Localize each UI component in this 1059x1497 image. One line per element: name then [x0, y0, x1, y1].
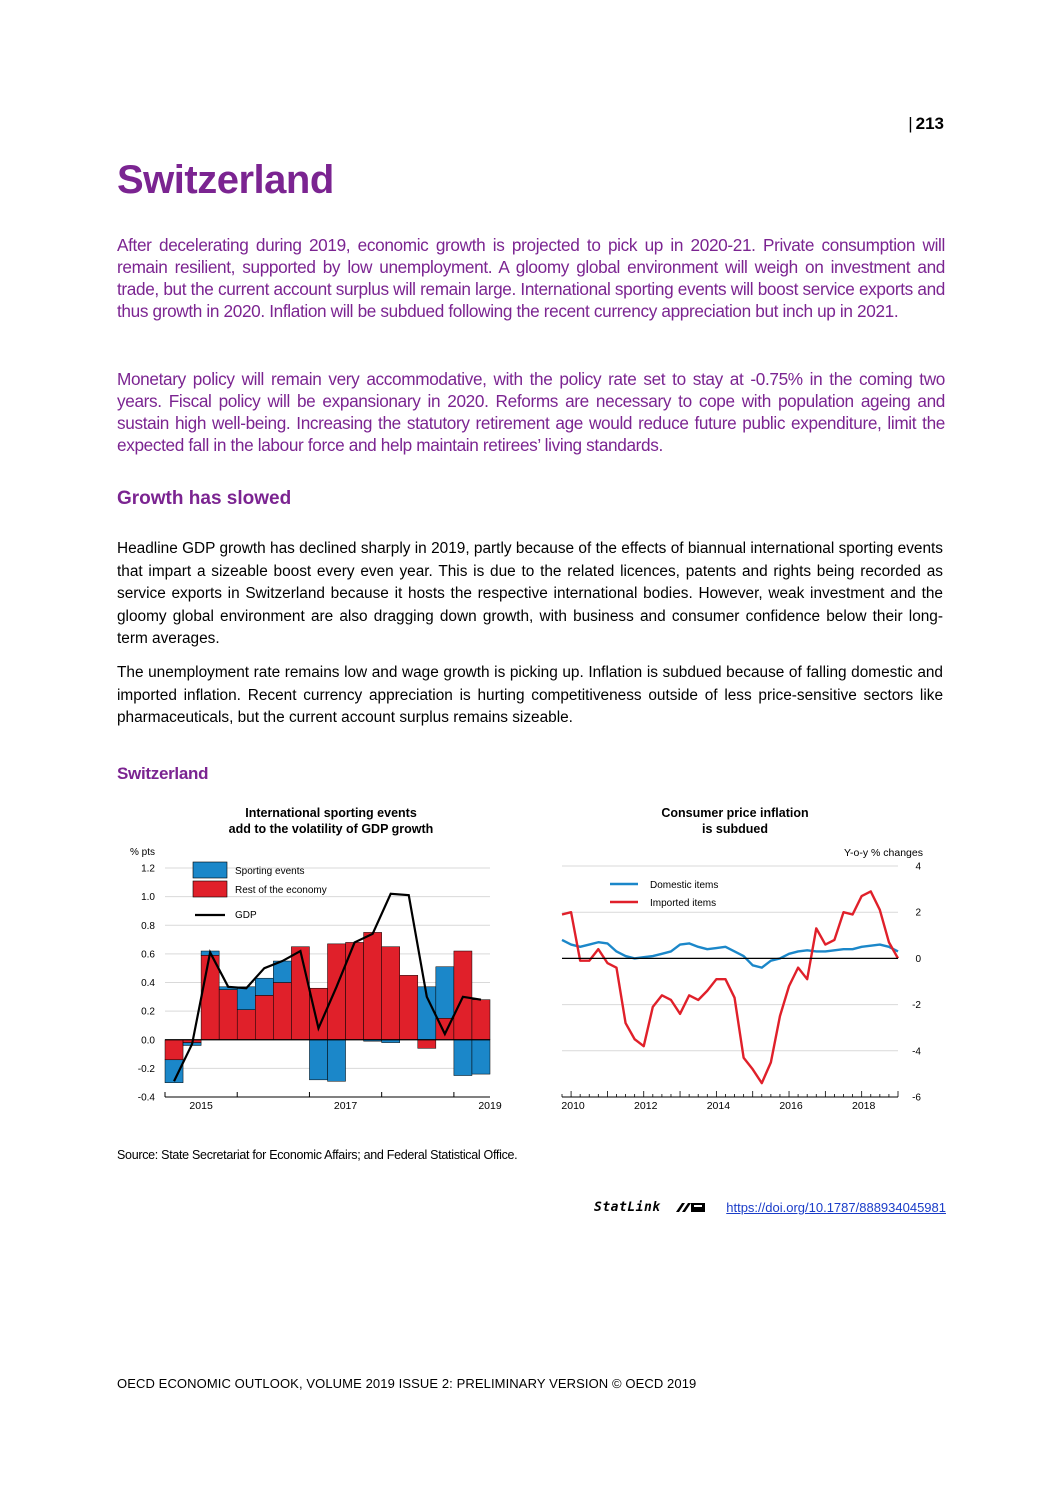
gdp-ytick-label: 1.2 — [141, 863, 155, 875]
cpi-xtick-label: 2014 — [706, 1100, 731, 1112]
legend-rest-of-economy-swatch — [193, 881, 227, 897]
gdp-ytick-label: 1.0 — [141, 892, 155, 904]
body-paragraph-2: The unemployment rate remains low and wage growth is picking up. Inflation is subdued because of falling domestic and imported inflation. Recent currency appreciation is hurting competitiveness outside of less price-sensitive sectors like pharmaceuticals, but the current account surplus remains sizeable. — [117, 664, 943, 726]
rest-of-economy-bar — [219, 990, 237, 1040]
legend-sporting-events-label: Sporting events — [235, 866, 305, 877]
gdp-ytick-label: 0.8 — [141, 920, 155, 932]
cpi-xtick-label: 2012 — [634, 1100, 658, 1112]
cpi-chart-plot — [561, 862, 921, 1113]
gdp-ytick-label: 0.0 — [141, 1035, 155, 1047]
page-number-value: 213 — [915, 114, 944, 133]
rest-of-economy-bar — [201, 955, 219, 1039]
cpi-ytick-label: 0 — [915, 953, 921, 965]
sporting-events-bar — [255, 978, 273, 995]
figure-title: Switzerland — [117, 764, 209, 783]
cpi-ytick-label: 2 — [915, 907, 921, 919]
gdp-ytick-label: -0.2 — [137, 1063, 155, 1075]
body-paragraph-1: Headline GDP growth has declined sharply in 2019, partly because of the effects of biannual international sporting events that impart a sizeable boost every even year. This is due to the related licences, patents and rights being recorded as service exports in Switzerland because it hosts the respective international bodies. However, weak investment and the gloomy global environment are also dragging down growth, with business and consumer confidence below their long-term averages. — [117, 540, 943, 647]
rest-of-economy-bar — [255, 995, 273, 1039]
rest-of-economy-bar — [472, 1000, 490, 1040]
figure-charts — [117, 800, 945, 1120]
legend-imported-items-label: Imported items — [650, 898, 717, 909]
legend-gdp-label: GDP — [235, 910, 257, 921]
rest-of-economy-bar — [364, 932, 382, 1039]
section-heading: Growth has slowed — [117, 488, 292, 509]
rest-of-economy-bar — [400, 975, 418, 1039]
sporting-events-bar — [472, 1040, 490, 1074]
statlink-mark-icon — [676, 1201, 706, 1213]
page-number — [880, 114, 944, 134]
cpi-xtick-label: 2016 — [779, 1100, 803, 1112]
sporting-events-bar — [436, 967, 454, 1019]
rest-of-economy-bar — [454, 951, 472, 1040]
cpi-ytick-label: -4 — [912, 1046, 921, 1058]
sporting-events-bar — [328, 1040, 346, 1082]
page-title: Switzerland — [117, 158, 334, 202]
statlink-url[interactable]: https://doi.org/10.1787/888934045981 — [726, 1200, 946, 1215]
page-number-separator: | — [908, 114, 913, 133]
imported-items-line — [562, 891, 898, 1083]
legend-sporting-events-swatch — [193, 862, 227, 878]
statlink — [594, 1198, 946, 1218]
statlink-logo: StatLink — [594, 1200, 661, 1215]
cpi-ytick-label: 4 — [915, 861, 921, 873]
gdp-ytick-label: 0.4 — [141, 978, 155, 989]
legend-rest-of-economy-label: Rest of the economy — [235, 885, 327, 896]
gdp-chart-title-line-1: International sporting events — [245, 806, 417, 820]
cpi-xtick-label: 2010 — [561, 1100, 585, 1112]
gdp-ytick-label: -0.4 — [137, 1092, 155, 1104]
source-note: Source: State Secretariat for Economic Affairs; and Federal Statistical Office. — [117, 1148, 518, 1162]
domestic-items-line — [562, 940, 898, 968]
sporting-events-bar — [454, 1040, 472, 1076]
cpi-xtick-label: 2018 — [851, 1100, 876, 1112]
summary-paragraph-2: Monetary policy will remain very accommodative, with the policy rate set to stay at -0.75% in the coming two years. Fiscal policy will be expansionary in 2020. Reforms are necessary to cope with population ageing and sustain high well-being. Increasing the statutory retirement age would reduce future public expenditure, limit the expected fall in the labour force and help maintain retirees’ living standards. — [117, 369, 945, 455]
gdp-ytick-label: 0.6 — [141, 949, 155, 961]
gdp-chart-plot — [138, 862, 502, 1112]
cpi-ytick-label: -2 — [912, 1000, 921, 1012]
cpi-chart-title-line-2: is subdued — [702, 822, 768, 836]
rest-of-economy-bar — [418, 1040, 436, 1049]
sporting-events-bar — [237, 987, 255, 1010]
gdp-chart-ylabel: % pts — [130, 847, 156, 858]
cpi-chart-ylabel: Y-o-y % changes — [844, 847, 923, 859]
gdp-chart-title-line-2: add to the volatility of GDP growth — [228, 822, 434, 836]
gdp-xtick-label: 2015 — [189, 1100, 213, 1112]
rest-of-economy-bar — [237, 1010, 255, 1040]
rest-of-economy-bar — [291, 947, 309, 1040]
cpi-chart-title-line-1: Consumer price inflation — [661, 806, 809, 820]
sporting-events-bar — [309, 1040, 327, 1080]
rest-of-economy-bar — [273, 983, 291, 1040]
gdp-xtick-label: 2017 — [333, 1100, 358, 1112]
page-footer: OECD ECONOMIC OUTLOOK, VOLUME 2019 ISSUE 2: PRELIMINARY VERSION © OECD 2019 — [117, 1376, 697, 1391]
cpi-ytick-label: -6 — [912, 1092, 921, 1104]
rest-of-economy-bar — [165, 1040, 183, 1060]
gdp-xtick-label: 2019 — [478, 1100, 502, 1112]
summary-paragraph-1: After decelerating during 2019, economic growth is projected to pick up in 2020-21. Private consumption will remain resilient, supported by low unemployment. A gloomy global environment will weigh on investment and trade, but the current account surplus will remain large. International sporting events will boost service exports and thus growth in 2020. Inflation will be subdued following the recent currency appreciation but inch up in 2021. — [117, 235, 945, 321]
rest-of-economy-bar — [382, 947, 400, 1040]
rest-of-economy-bar — [328, 944, 346, 1040]
gdp-ytick-label: 0.2 — [141, 1006, 155, 1018]
legend-domestic-items-label: Domestic items — [650, 880, 719, 891]
